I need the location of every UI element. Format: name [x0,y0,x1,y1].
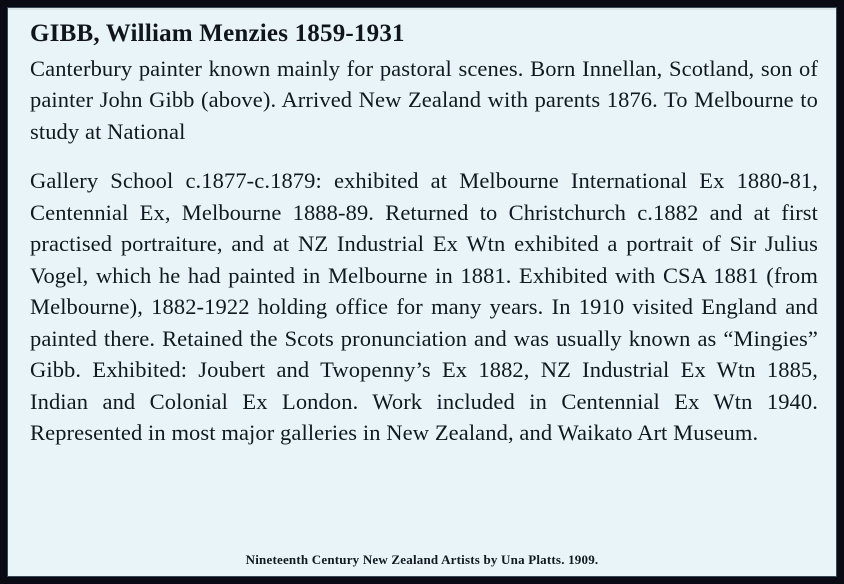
document-content [8,8,836,449]
entry-paragraph-2: Gallery School c.1877-c.1879: exhibited at Melbourne International Ex 1880-81, Centennial Ex, Melbourne 1888-89. Returned to Christchurch c.1882 and at first practised portraiture, and at NZ Industrial Ex Wtn exhibited a portrait of Sir Julius Vogel, which he had painted in Melbourne in 1881. Exhibited with CSA 1881 (from Melbourne), 1882-1922 holding office for many years. In 1910 visited England and painted there. Retained the Scots pronunciation and was usually known as “Mingies” Gibb. Exhibited: Joubert and Twopenny’s Ex 1882, NZ Industrial Ex Wtn 1885, Indian and Colonial Ex London. Work included in Centennial Ex Wtn 1940. Represented in most major galleries in New Zealand, and Waikato Art Museum. [30,168,818,446]
entry-title: GIBB, William Menzies 1859-1931 [30,20,405,47]
document-page [7,7,837,577]
scan-artifact [8,8,836,10]
entry-paragraph-1: Canterbury painter known mainly for pastoral scenes. Born Innellan, Scotland, son of painter John Gibb (above). Arrived New Zealand with parents 1876. To Melbourne to study at National [30,55,818,144]
source-citation: Nineteenth Century New Zealand Artists by Una Platts. 1909. [245,552,599,567]
paragraph-spacer [30,147,818,165]
